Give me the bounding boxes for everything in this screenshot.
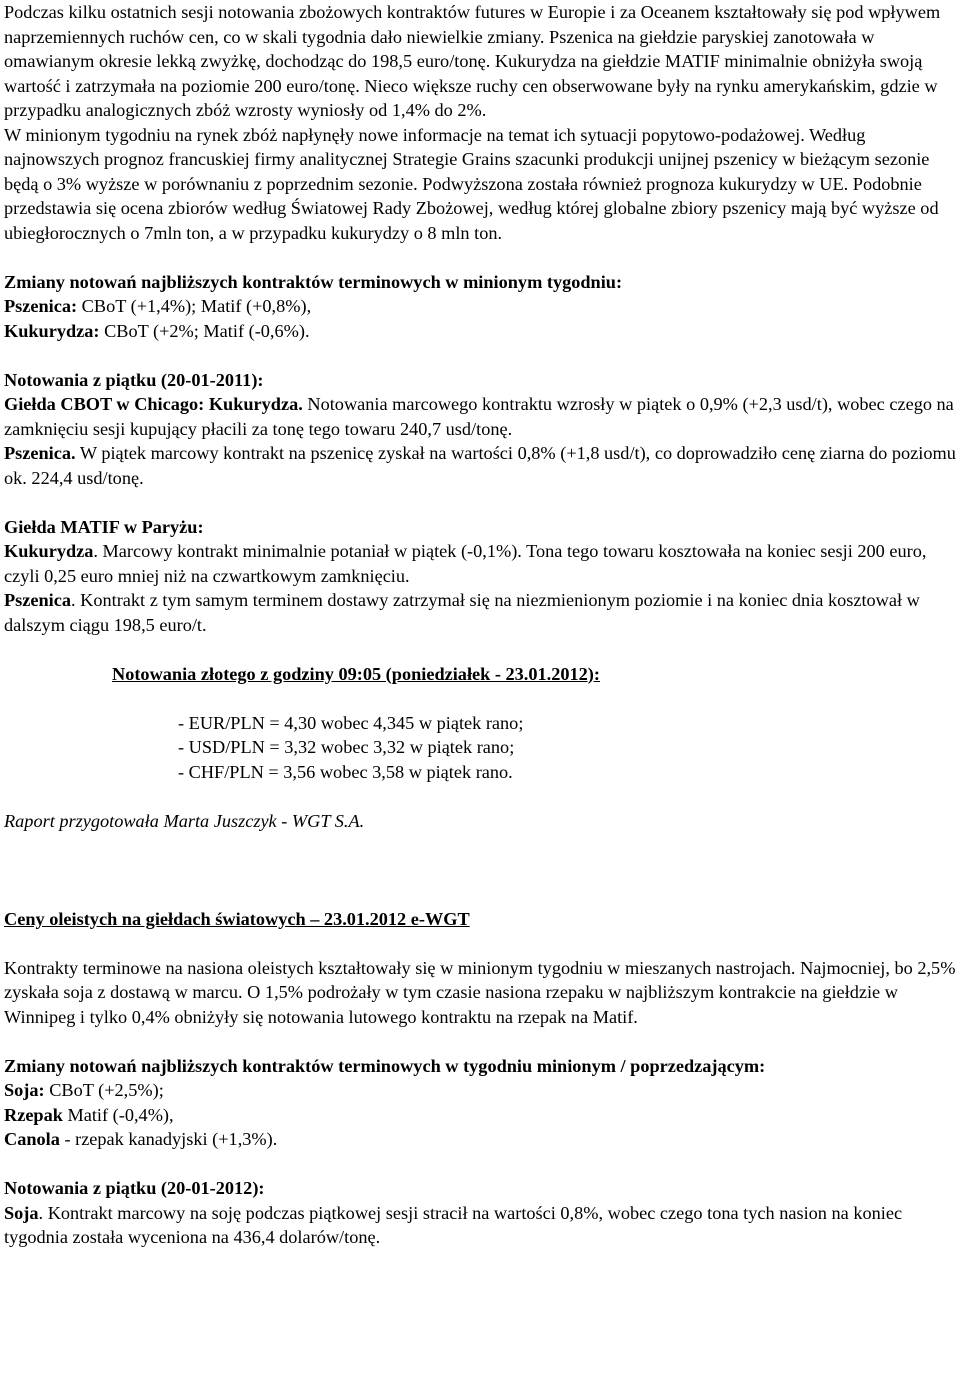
rate-usd-pln: - USD/PLN = 3,32 wobec 3,32 w piątek rano; xyxy=(178,737,515,757)
cbot-wheat-paragraph xyxy=(4,441,956,490)
rape-changes-text: Matif (-0,4%), xyxy=(62,1104,174,1125)
matif-corn-text: . Marcowy kontrakt minimalnie potaniał w piątek (-0,1%). Tona tego towaru kosztowała na koniec sesji 200 euro, czyli 0,25 euro mniej niż na czwartkowym zamknięciu. xyxy=(4,541,927,586)
soy-changes-text: CBoT (+2,5%); xyxy=(44,1080,164,1100)
rape-label: Rzepak xyxy=(4,1104,63,1125)
soy-quote-text: . Kontrakt marcowy na soję podczas piątkowej sesji stracił na wartości 0,8%, wobec czego tona tych nasion na koniec tygodnia została wyceniona na 436,4 dolarów/tonę. xyxy=(4,1202,903,1247)
oilseeds-friday-heading: Notowania z piątku (20-01-2012): xyxy=(4,1178,265,1198)
matif-corn-paragraph xyxy=(4,539,956,588)
cbot-corn-label: Giełda CBOT w Chicago: Kukurydza. xyxy=(4,394,303,414)
corn-changes-line xyxy=(4,319,956,344)
soy-label: Soja: xyxy=(4,1080,45,1100)
weekly-changes-heading: Zmiany notowań najbliższych kontraktów terminowych w minionym tygodniu: xyxy=(4,271,623,292)
intro-paragraph-1: Podczas kilku ostatnich sesji notowania zbożowych kontraktów futures w Europie i za Oceanem kształtowały się pod wpływem naprzemiennych ruchów cen, co w skali tygodnia dało niewielkie zmiany. Pszenica na giełdzie paryskiej zanotowała w omawianym okresie lekką zwyżkę, dochodząc do 198,5 euro/tonę. Kukurydza na giełdzie MATIF minimalnie obniżyła swoją wartość i zatrzymała na poziomie 200 euro/tonę. Nieco większe ruchy cen obserwowane były na rynku amerykańskim, gdzie w przypadku analogicznych zbóż wzrosty wyniosły od 1,4% do 2%. xyxy=(4,2,941,120)
cbot-corn-paragraph xyxy=(4,392,956,441)
canola-changes-line xyxy=(4,1127,956,1152)
wheat-label: Pszenica: xyxy=(4,296,78,316)
cbot-wheat-text: W piątek marcowy kontrakt na pszenicę zyskał na wartości 0,8% (+1,8 usd/t), co doprowadziło cenę ziarna do poziomu ok. 224,4 usd/tonę. xyxy=(4,443,956,488)
oilseeds-heading: Ceny oleistych na giełdach światowych – 23.01.2012 e-WGT xyxy=(4,908,470,929)
friday-quotes-heading: Notowania z piątku (20-01-2011): xyxy=(4,369,264,390)
matif-corn-label: Kukurydza xyxy=(4,541,94,561)
rape-changes-line xyxy=(4,1103,956,1128)
rate-eur-pln: - EUR/PLN = 4,30 wobec 4,345 w piątek rano; xyxy=(178,712,524,733)
matif-heading: Giełda MATIF w Paryżu: xyxy=(4,516,204,537)
oilseeds-changes-heading: Zmiany notowań najbliższych kontraktów terminowych w tygodniu minionym / poprzedzającym: xyxy=(4,1055,766,1076)
canola-label: Canola xyxy=(4,1129,60,1149)
soy-quote-label: Soja xyxy=(4,1202,39,1223)
rate-chf-pln: - CHF/PLN = 3,56 wobec 3,58 w piątek rano. xyxy=(178,761,513,782)
report-author: Raport przygotowała Marta Juszczyk - WGT S.A. xyxy=(4,810,365,831)
matif-wheat-label: Pszenica xyxy=(4,590,72,610)
intro-paragraph-2: W minionym tygodniu na rynek zbóż napłynęły nowe informacje na temat ich sytuacji popytowo-podażowej. Według najnowszych prognoz francuskiej firmy analitycznej Strategie Grains szacunki produkcji unijnej pszenicy w bieżącym sezonie będą o 3% wyższe w porównaniu z poprzednim sezonie. Podwyższona została również prognoza kukurydzy w UE. Podobnie przedstawia się ocena zbiorów według Światowej Rady Zbożowej, według której globalne zbiory pszenicy mają być wyższe od ubiegłorocznych o 7mln ton, a w przypadku kukurydzy o 8 mln ton. xyxy=(4,124,939,243)
corn-label: Kukurydza: xyxy=(4,320,100,341)
wheat-changes-line xyxy=(4,294,956,319)
matif-wheat-paragraph xyxy=(4,588,956,637)
soy-changes-line xyxy=(4,1078,956,1103)
zloty-rates-heading: Notowania złotego z godziny 09:05 (poniedziałek - 23.01.2012): xyxy=(112,663,600,684)
cbot-corn-text: Notowania marcowego kontraktu wzrosły w piątek o 0,9% (+2,3 usd/t), wobec czego na zamknięciu sesji kupujący płacili za tonę tego towaru 240,7 usd/tonę. xyxy=(4,394,954,439)
canola-changes-text: - rzepak kanadyjski (+1,3%). xyxy=(59,1129,278,1149)
matif-wheat-text: . Kontrakt z tym samym terminem dostawy zatrzymał się na niezmienionym poziomie i na koniec dnia kosztował w dalszym ciągu 198,5 euro/t. xyxy=(4,590,920,635)
oilseeds-paragraph: Kontrakty terminowe na nasiona oleistych kształtowały się w minionym tygodniu w mieszanych nastrojach. Najmocniej, bo 2,5% zyskała soja z dostawą w marcu. O 1,5% podrożały w tym czasie nasiona rzepaku w najbliższym kontrakcie na giełdzie w Winnipeg i tylko 0,4% obniżyły się notowania lutowego kontraktu na rzepak na Matif. xyxy=(4,957,956,1027)
corn-changes-text: CBoT (+2%; Matif (-0,6%). xyxy=(99,320,310,341)
soy-quote-paragraph xyxy=(4,1201,956,1250)
cbot-wheat-label: Pszenica. xyxy=(4,443,76,463)
wheat-changes-text: CBoT (+1,4%); Matif (+0,8%), xyxy=(77,296,312,316)
